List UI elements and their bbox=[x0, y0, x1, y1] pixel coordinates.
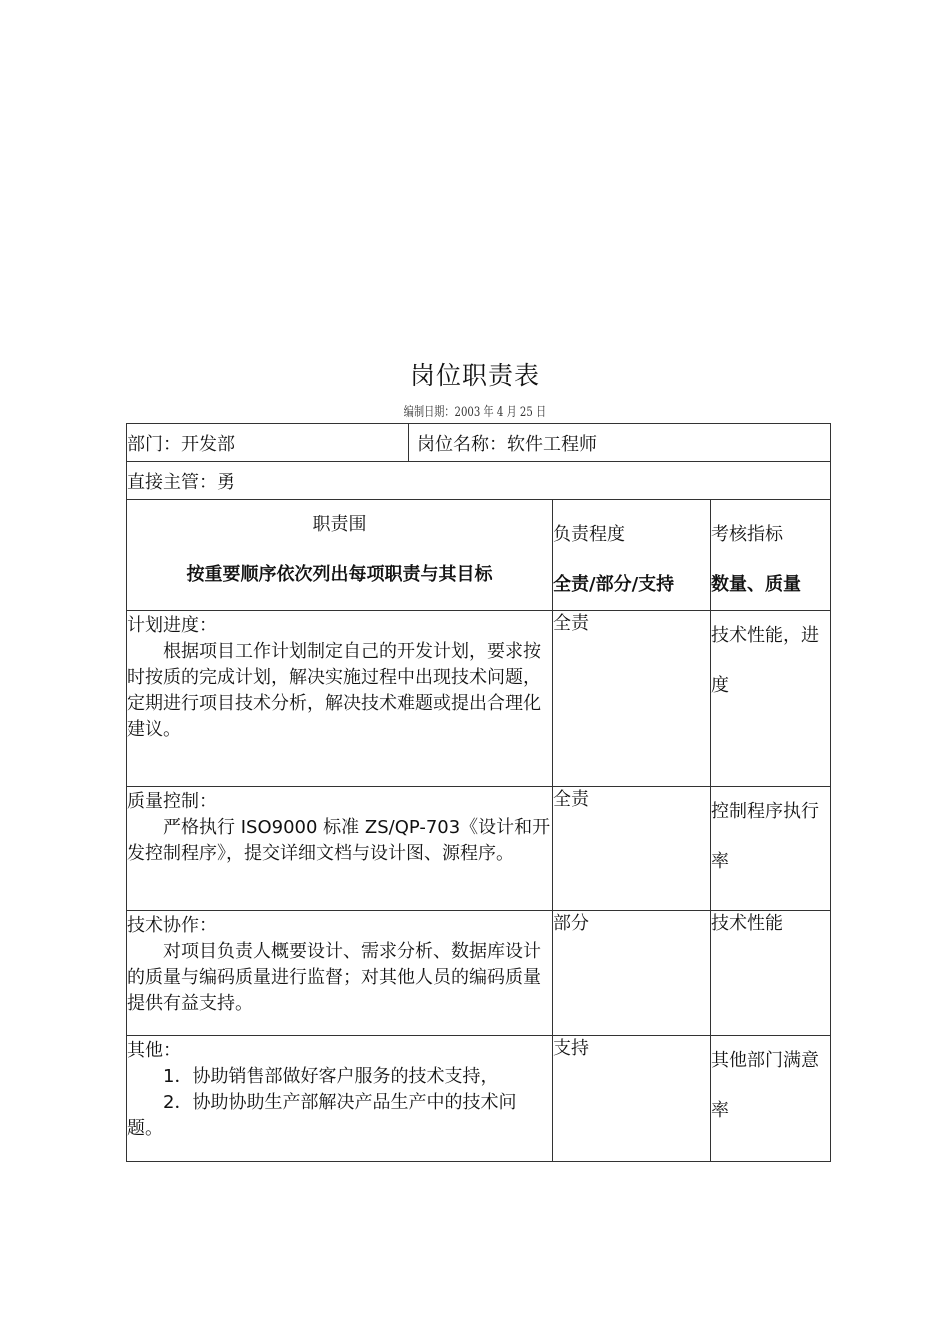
position-cell: 岗位名称：软件工程师 bbox=[409, 424, 831, 462]
kpi-cell: 技术性能，进度 bbox=[711, 611, 831, 787]
level-cell: 支持 bbox=[553, 1036, 711, 1162]
supervisor-row bbox=[127, 462, 831, 500]
department-cell: 部门：开发部 bbox=[127, 424, 409, 462]
header-row bbox=[127, 500, 831, 611]
header-col3-label: 考核指标 bbox=[711, 524, 783, 545]
duty-heading: 计划进度： bbox=[127, 615, 217, 636]
duty-heading: 技术协作： bbox=[127, 915, 217, 936]
table-row bbox=[127, 787, 831, 911]
header-col2 bbox=[553, 500, 711, 611]
supervisor-cell: 直接主管：勇 bbox=[127, 462, 831, 500]
header-col1-label: 职责围 bbox=[312, 514, 367, 535]
duty-body: 严格执行 ISO9000 标准 ZS/QP-703《设计和开发控制程序》，提交详细文档与设计图、源程序。 bbox=[127, 817, 551, 864]
table-row bbox=[127, 1036, 831, 1162]
duty-body: 根据项目工作计划制定自己的开发计划，要求按时按质的完成计划，解决实施过程中出现技术问题，定期进行项目技术分析，解决技术难题或提出合理化建议。 bbox=[127, 641, 541, 740]
date-line: 编制日期：2003 年 4 月 25 日 bbox=[403, 405, 547, 420]
duty-cell bbox=[127, 1036, 553, 1162]
duty-cell bbox=[127, 911, 553, 1036]
level-cell: 全责 bbox=[553, 611, 711, 787]
duty-heading: 其他： bbox=[127, 1040, 181, 1061]
duty-cell bbox=[127, 611, 553, 787]
table-row bbox=[127, 611, 831, 787]
duty-item: 1．协助销售部做好客户服务的技术支持， bbox=[163, 1066, 499, 1087]
duty-body: 对项目负责人概要设计、需求分析、数据库设计的质量与编码质量进行监督；对其他人员的编码质量提供有益支持。 bbox=[127, 941, 541, 1014]
kpi-cell: 其他部门满意率 bbox=[711, 1036, 831, 1162]
level-cell: 全责 bbox=[553, 787, 711, 911]
duty-item: 2．协助协助生产部解决产品生产中的技术问题。 bbox=[127, 1092, 517, 1139]
page-title: 岗位职责表 bbox=[409, 361, 540, 390]
header-col1 bbox=[127, 500, 553, 611]
level-cell: 部分 bbox=[553, 911, 711, 1036]
duty-cell bbox=[127, 787, 553, 911]
header-col1-sub: 按重要顺序依次列出每项职责与其目标 bbox=[186, 564, 493, 585]
kpi-cell: 技术性能 bbox=[711, 911, 831, 1036]
duty-heading: 质量控制： bbox=[127, 791, 217, 812]
table-row bbox=[127, 911, 831, 1036]
duty-table bbox=[126, 423, 831, 1162]
kpi-cell: 控制程序执行率 bbox=[711, 787, 831, 911]
header-col3 bbox=[711, 500, 831, 611]
info-row bbox=[127, 424, 831, 462]
header-col2-sub: 全责/部分/支持 bbox=[553, 574, 675, 595]
header-col2-label: 负责程度 bbox=[553, 524, 625, 545]
header-col3-sub: 数量、质量 bbox=[711, 574, 801, 595]
